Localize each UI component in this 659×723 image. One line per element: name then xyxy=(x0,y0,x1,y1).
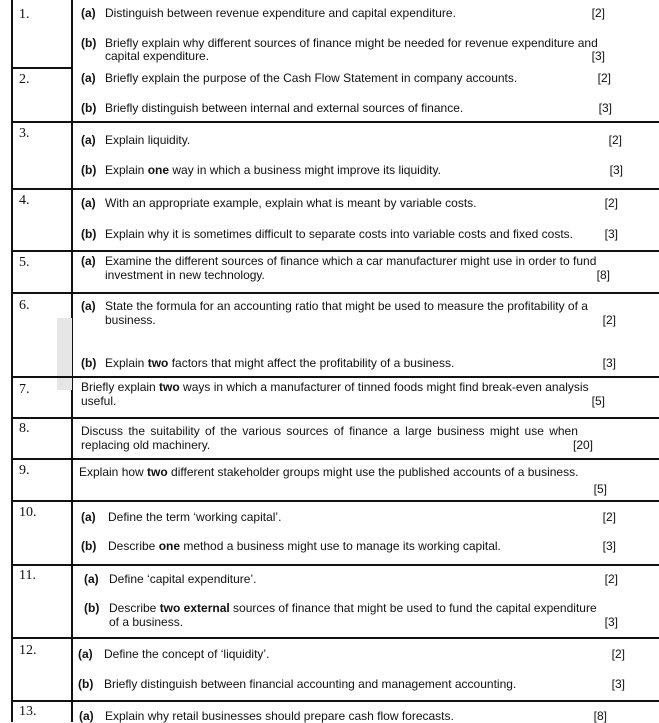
part-label: (b) xyxy=(78,677,94,691)
marks: [3] xyxy=(611,677,625,691)
row-divider xyxy=(11,188,659,190)
marks: [3] xyxy=(602,356,616,370)
part-label: (a) xyxy=(81,71,96,85)
marks: [3] xyxy=(598,101,612,115)
marks: [2] xyxy=(604,196,618,210)
question-text: State the formula for an accounting ratio that might be used to measure the profitability of a xyxy=(105,299,588,313)
row-divider xyxy=(11,564,659,566)
part-label: (b) xyxy=(81,36,97,50)
question-text: Explain why retail businesses should prepare cash flow forecasts. xyxy=(105,709,454,723)
part-label: (a) xyxy=(81,510,96,524)
row-divider xyxy=(11,67,71,69)
marks: [3] xyxy=(602,539,616,553)
part-label: (a) xyxy=(81,254,96,268)
part-label: (b) xyxy=(81,163,97,177)
marks: [8] xyxy=(596,268,610,282)
part-label: (a) xyxy=(81,6,96,20)
row-divider xyxy=(11,292,659,294)
question-text: Briefly distinguish between financial accounting and management accounting. xyxy=(104,677,517,691)
question-number: 13. xyxy=(19,704,37,719)
row-divider xyxy=(11,637,659,639)
question-number: 1. xyxy=(19,7,30,22)
question-number: 6. xyxy=(19,298,30,313)
part-label: (a) xyxy=(84,572,99,586)
question-text: Define the concept of ‘liquidity’. xyxy=(104,647,270,661)
question-number: 12. xyxy=(19,643,37,658)
row-divider xyxy=(11,121,659,123)
question-text-cont: capital expenditure. xyxy=(105,49,210,63)
question-text-cont: business. xyxy=(105,313,156,327)
question-text: Examine the different sources of finance which a car manufacturer might use in order to fund xyxy=(105,254,597,268)
marks: [2] xyxy=(611,647,625,661)
row-divider xyxy=(11,500,659,502)
part-label: (b) xyxy=(81,539,97,553)
row-divider xyxy=(11,250,659,252)
question-text: Explain two factors that might affect the profitability of a business. xyxy=(105,356,455,370)
question-number: 7. xyxy=(19,382,30,397)
part-label: (a) xyxy=(81,299,96,313)
marks: [5] xyxy=(593,482,607,496)
row-divider xyxy=(11,417,659,419)
part-label: (a) xyxy=(81,196,96,210)
question-text: Briefly distinguish between internal and external sources of finance. xyxy=(105,101,464,115)
marks: [2] xyxy=(608,133,622,147)
marks: [2] xyxy=(602,510,616,524)
question-number: 4. xyxy=(19,193,30,208)
part-label: (a) xyxy=(79,709,94,723)
marks: [8] xyxy=(593,709,607,723)
question-text: Explain why it is sometimes difficult to separate costs into variable costs and fixed costs. xyxy=(105,227,573,241)
question-text: Briefly explain the purpose of the Cash Flow Statement in company accounts. xyxy=(105,71,518,85)
part-label: (b) xyxy=(84,601,100,615)
row-divider xyxy=(11,700,659,702)
question-text-cont: replacing old machinery. xyxy=(81,438,211,452)
marks: [5] xyxy=(591,394,605,408)
left-border xyxy=(11,0,13,722)
row-divider xyxy=(11,376,659,378)
question-text: Define the term ‘working capital’. xyxy=(108,510,282,524)
question-text: With an appropriate example, explain what is meant by variable costs. xyxy=(105,196,477,210)
marks: [20] xyxy=(572,438,593,452)
question-text: Discuss the suitability of the various sources of finance a large business might use when xyxy=(81,424,578,438)
part-label: (a) xyxy=(81,133,96,147)
question-number: 9. xyxy=(19,463,30,478)
question-text: Distinguish between revenue expenditure and capital expenditure. xyxy=(105,6,456,20)
question-text: Explain one way in which a business might improve its liquidity. xyxy=(105,163,441,177)
question-text: Briefly explain why different sources of finance might be needed for revenue expenditure and xyxy=(105,36,598,50)
marks: [2] xyxy=(602,313,616,327)
question-number: 2. xyxy=(19,72,30,87)
marks: [3] xyxy=(604,615,618,629)
part-label: (b) xyxy=(81,101,97,115)
question-number: 10. xyxy=(19,505,37,520)
part-label: (a) xyxy=(78,647,93,661)
question-text: Describe two external sources of finance that might be used to fund the capital expenditure xyxy=(109,601,597,615)
question-text: Define ‘capital expenditure’. xyxy=(109,572,257,586)
question-text: Explain liquidity. xyxy=(105,133,191,147)
marks: [2] xyxy=(597,71,611,85)
question-number: 5. xyxy=(19,255,30,270)
question-text: Describe one method a business might use to manage its working capital. xyxy=(108,539,501,553)
question-number: 8. xyxy=(19,421,30,436)
question-text-cont: investment in new technology. xyxy=(105,268,265,282)
part-label: (b) xyxy=(81,356,97,370)
part-label: (b) xyxy=(81,227,97,241)
marks: [3] xyxy=(609,163,623,177)
question-text: Explain how two different stakeholder groups might use the published accounts of a business. xyxy=(79,465,579,479)
marks: [3] xyxy=(604,227,618,241)
row-divider xyxy=(11,458,659,460)
question-text: Briefly explain two ways in which a manufacturer of tinned foods might find break-even analysis xyxy=(81,380,589,394)
question-text-cont: useful. xyxy=(81,394,117,408)
marks: [2] xyxy=(604,572,618,586)
scan-artifact xyxy=(57,318,72,390)
question-number: 3. xyxy=(19,126,30,141)
marks: [2] xyxy=(591,6,605,20)
marks: [3] xyxy=(591,49,605,63)
question-number: 11. xyxy=(19,568,36,583)
question-text-cont: of a business. xyxy=(109,615,184,629)
